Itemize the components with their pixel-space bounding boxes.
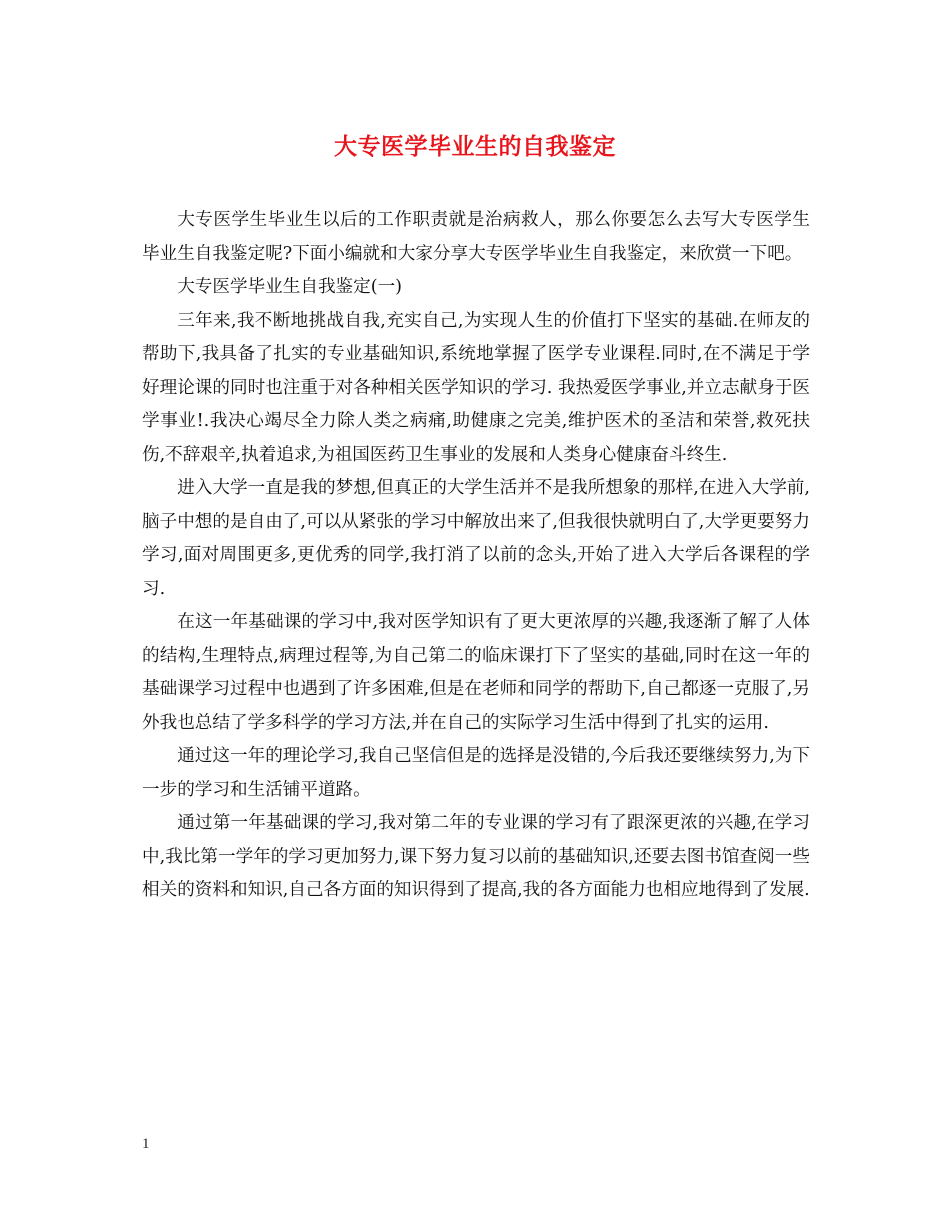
document-title: 大专医学毕业生的自我鉴定 bbox=[334, 134, 616, 160]
body-paragraph: 在这一年基础课的学习中,我对医学知识有了更大更浓厚的兴趣,我逐渐了解了人体的结构,生理特点,病理过程等,为自己第二的临床课打下了坚实的基础,同时在这一年的基础课学习过程中也遇到了许多困难,但是在老师和同学的帮助下,自己都逐一克服了,另外我也总结了学多科学的学习方法,并在自己的实际学习生活中得到了扎实的运用. bbox=[142, 612, 810, 733]
page-number: 1 bbox=[142, 1136, 150, 1152]
intro-paragraph: 大专医学生毕业生以后的工作职责就是治病救人，那么你要怎么去写大专医学生毕业生自我鉴定呢?下面小编就和大家分享大专医学毕业生自我鉴定，来欣赏一下吧。 bbox=[142, 210, 810, 264]
body-paragraph: 进入大学一直是我的梦想,但真正的大学生活并不是我所想象的那样,在进入大学前,脑子中想的是自由了,可以从紧张的学习中解放出来了,但我很快就明白了,大学更要努力学习,面对周围更多,更优秀的同学,我打消了以前的念头,开始了进入大学后各课程的学习. bbox=[142, 478, 810, 599]
section-heading: 大专医学毕业生自我鉴定(一) bbox=[177, 277, 403, 297]
body-paragraph: 通过第一年基础课的学习,我对第二年的专业课的学习有了跟深更浓的兴趣,在学习中,我比第一学年的学习更加努力,课下努力复习以前的基础知识,还要去图书馆查阅一些相关的资料和知识,自己各方面的知识得到了提高,我的各方面能力也相应地得到了发展. bbox=[142, 813, 810, 900]
document-body bbox=[142, 204, 810, 908]
body-paragraph: 三年来,我不断地挑战自我,充实自己,为实现人生的价值打下坚实的基础.在师友的帮助下,我具备了扎实的专业基础知识,系统地掌握了医学专业课程.同时,在不满足于学好理论课的同时也注重于对各种相关医学知识的学习. 我热爱医学事业,并立志献身于医学事业!.我决心竭尽全力除人类之病痛,助健康之完美,维护医术的圣洁和荣誉,救死扶伤,不辞艰辛,执着追求,为祖国医药卫生事业的发展和人类身心健康奋斗终生. bbox=[142, 310, 810, 465]
body-paragraph: 通过这一年的理论学习,我自己坚信但是的选择是没错的,今后我还要继续努力,为下一步的学习和生活铺平道路。 bbox=[142, 746, 810, 800]
